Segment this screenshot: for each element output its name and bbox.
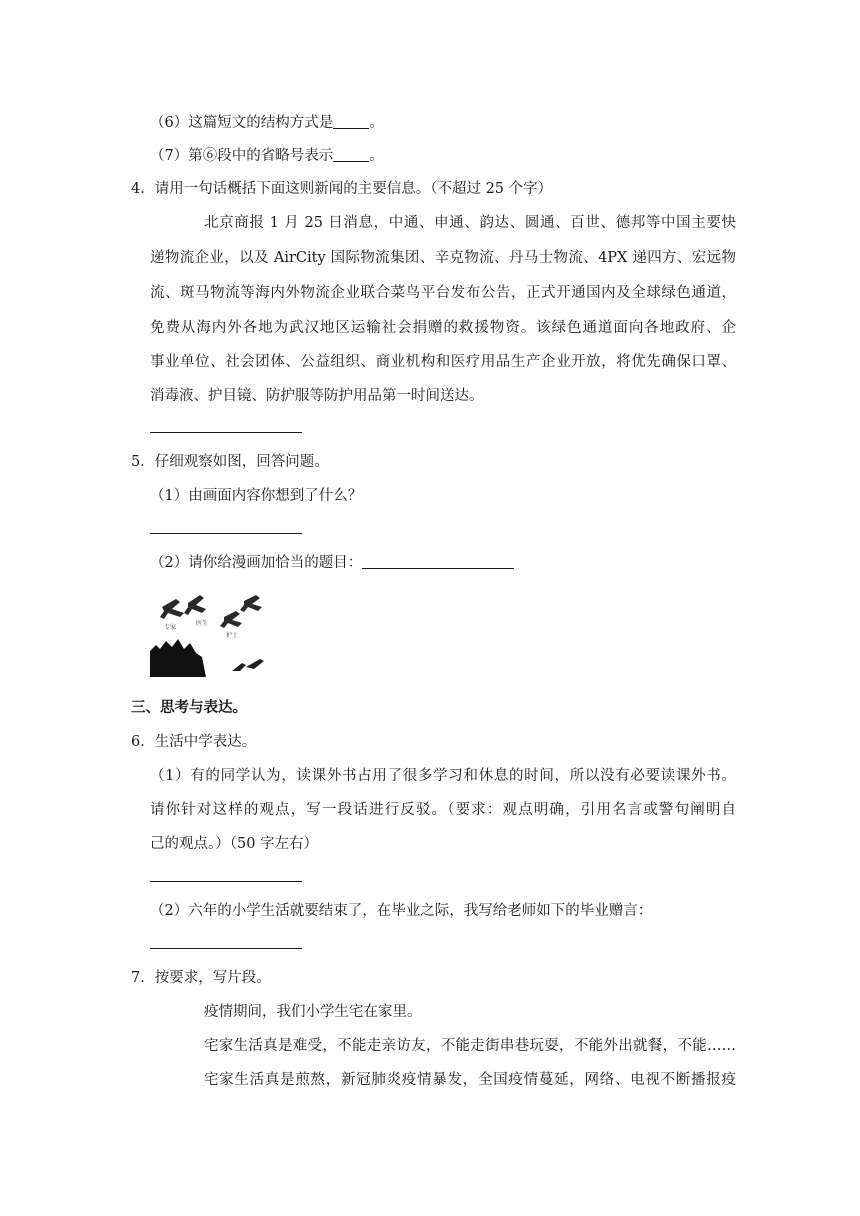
q4-news-line: 流、斑马物流等海内外物流企业联合菜鸟平台发布公告，正式开通国内及全球绿色通道， <box>150 285 736 301</box>
q7-passage-line: 宅家生活真是煎熬，新冠肺炎疫情暴发，全国疫情蔓延，网络、电视不断播报疫 <box>204 1072 736 1088</box>
q4-prompt: 4．请用一句话概括下面这则新闻的主要信息。（不超过 25 个字） <box>131 181 553 197</box>
q4-news-line: 免费从海内外各地为武汉地区运输社会捐赠的救援物资。该绿色通道面向各地政府、企 <box>150 320 736 336</box>
q4-news-line: 事业单位、社会团体、公益组织、商业机构和医疗用品生产企业开放，将优先确保口罩、 <box>150 354 736 370</box>
q5-answer-line-1[interactable] <box>150 533 302 534</box>
answer-blank[interactable] <box>333 113 369 129</box>
answer-blank[interactable] <box>333 146 369 162</box>
q3-item-6: （6）这篇短文的结构方式是 。 <box>150 115 384 131</box>
cartoon-label: 医生 <box>196 620 209 627</box>
q6-answer-line-2[interactable] <box>150 948 302 949</box>
cartoon-image <box>150 593 270 677</box>
q7-passage-line: 疫情期间，我们小学生宅在家里。 <box>204 1004 422 1020</box>
q5-item-2: （2）请你给漫画加恰当的题目： <box>150 553 514 573</box>
q6-item-1-line: 己的观点。）（50 字左右） <box>150 836 319 852</box>
q6-prompt: 6．生活中学表达。 <box>131 734 257 750</box>
q7-passage-line: 宅家生活真是难受，不能走亲访友，不能走街串巷玩耍，不能外出就餐，不能…… <box>204 1038 736 1054</box>
q4-news-line: 消毒液、护目镜、防护服等防护用品第一时间送达。 <box>150 388 484 404</box>
section-heading: 三、思考与表达。 <box>131 699 247 716</box>
q4-news-line: 北京商报 1 月 25 日消息，中通、申通、韵达、圆通、百世、德邦等中国主要快 <box>204 215 736 231</box>
q4-news-line: 递物流企业，以及 AirCity 国际物流集团、辛克物流、丹马士物流、4PX 递四方、宏远物 <box>150 250 736 266</box>
q5-item-1: （1）由画面内容你想到了什么？ <box>150 488 363 504</box>
flying-figure-icon <box>232 659 264 671</box>
q6-answer-line-1[interactable] <box>150 881 302 882</box>
answer-blank[interactable] <box>362 553 514 569</box>
q7-prompt: 7．按要求，写片段。 <box>131 970 271 986</box>
q6-item-1-line: （1）有的同学认为，读课外书占用了很多学习和休息的时间，所以没有必要读课外书。 <box>150 768 736 784</box>
city-silhouette-icon <box>150 639 206 677</box>
cartoon-label: 护士 <box>226 632 239 639</box>
q4-answer-line[interactable] <box>150 432 302 433</box>
q3-item-7: （7）第⑥段中的省略号表示 。 <box>150 148 384 164</box>
q6-item-2: （2）六年的小学生活就要结束了，在毕业之际，我写给老师如下的毕业赠言： <box>150 903 653 919</box>
q6-item-1-line: 请你针对这样的观点，写一段话进行反驳。（要求：观点明确，引用名言或警句阐明自 <box>150 802 736 818</box>
q5-prompt: 5．仔细观察如图，回答问题。 <box>131 454 329 470</box>
cartoon-label: 专家 <box>164 624 177 631</box>
